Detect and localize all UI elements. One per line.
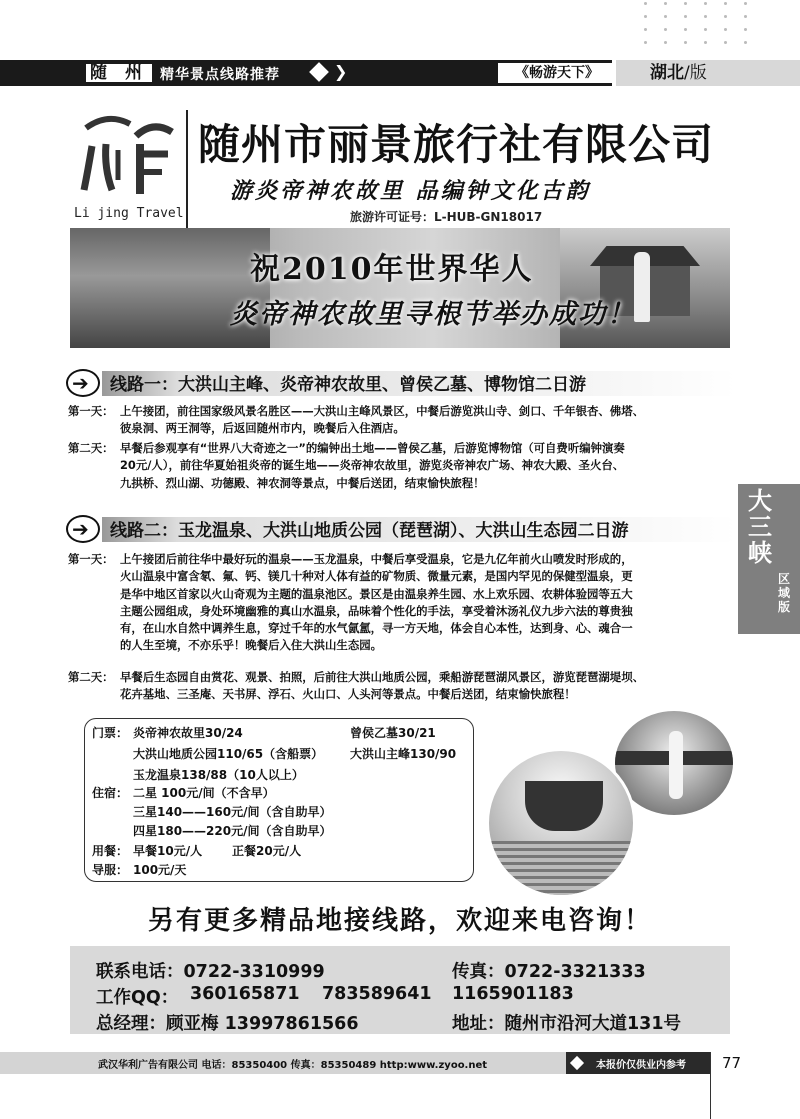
side-tab-subtitle: 区域版	[777, 572, 790, 614]
header-divider	[186, 110, 188, 228]
dot	[664, 15, 667, 18]
route-2-header	[66, 514, 736, 544]
dot	[724, 15, 727, 18]
region-side-tab	[738, 484, 800, 634]
dot	[744, 28, 747, 31]
qq-number: 783589641	[322, 984, 432, 1004]
arrow-right-icon	[66, 369, 100, 397]
lodging-item: 二星 100元/间（不含早）	[133, 786, 275, 800]
day-line: 主题公园组成，身处环境幽雅的真山水温泉，品味着个性化的手法，享受着沐汤礼仪九步六法的尊贵独	[120, 603, 633, 618]
day-line: 彼泉洞、两王洞等，后返回随州市内，晚餐后入住酒店。	[120, 421, 405, 436]
day-label: 第一天：	[68, 552, 114, 566]
footer-note: 本报价仅供业内参考	[596, 1060, 686, 1071]
day-label: 第二天：	[68, 441, 114, 455]
license-number: 旅游许可证号：L-HUB-GN18017	[350, 210, 543, 224]
lodging-label: 住宿：	[92, 786, 129, 800]
dot	[664, 41, 667, 44]
dot	[704, 2, 707, 5]
ticket-item: 大洪山地质公园110/65（含船票）	[133, 747, 324, 761]
memorial-plaza-photo	[486, 748, 636, 898]
day-label: 第一天：	[68, 404, 114, 418]
arrow-right-icon	[66, 515, 100, 543]
company-slogan: 游炎帝神农故里 品编钟文化古韵	[230, 179, 591, 204]
dot	[704, 15, 707, 18]
side-tab-title: 大三峡	[748, 486, 772, 567]
contact-fax: 传真：0722-3321333	[452, 962, 646, 982]
day-line: 上午接团，前往国家级风景名胜区——大洪山主峰风景区，中餐后游览洪山寺、剑口、千年银杏、佛塔、	[120, 404, 644, 418]
day-line: 的人生至境，不亦乐乎！晚餐后入住大洪山生态园。	[120, 638, 382, 653]
qq-number: 1165901183	[452, 984, 574, 1004]
footer-bar	[0, 1052, 710, 1074]
day-line: 是华中地区首家以火山奇观为主题的温泉池区。景区是由温泉养生园、水上欢乐园、农耕体验园等五大	[120, 586, 633, 601]
company-name: 随州市丽景旅行社有限公司	[198, 120, 715, 169]
meal-item: 正餐20元/人	[232, 844, 302, 858]
logo-text: Li jing Travel	[74, 206, 184, 221]
page-number: 77	[722, 1054, 742, 1072]
meal-item: 早餐10元/人	[133, 844, 203, 858]
route-2-day-1	[68, 551, 738, 655]
dot	[744, 41, 747, 44]
dot	[664, 28, 667, 31]
banner-city: 随 州	[84, 62, 154, 84]
dot	[684, 28, 687, 31]
ticket-item: 大洪山主峰130/90	[350, 747, 457, 761]
footer-publisher: 武汉华利广告有限公司 电话：85350400 传真：85350489 http:www.zyoo.net	[98, 1060, 488, 1071]
dot	[644, 2, 647, 5]
route-2-day-2	[68, 669, 738, 704]
footer-divider	[710, 1052, 711, 1119]
consult-slogan: 另有更多精品地接线路，欢迎来电咨询！	[147, 906, 652, 936]
ticket-item: 曾侯乙墓30/21	[350, 726, 436, 740]
dot	[724, 41, 727, 44]
route-1-title: 线路一：大洪山主峰、炎帝神农故里、曾侯乙墓、博物馆二日游	[110, 375, 586, 395]
ticket-item: 玉龙温泉138/88（10人以上）	[133, 768, 304, 782]
magazine-title: 《畅游天下》	[498, 63, 616, 83]
dot	[644, 28, 647, 31]
tickets-label: 门票：	[92, 726, 129, 740]
edition-suffix: /版	[684, 63, 707, 83]
dot	[644, 41, 647, 44]
edition-region: 湖北	[650, 63, 684, 83]
day-line: 上午接团后前往华中最好玩的温泉——玉龙温泉，中餐后享受温泉，它是九亿年前火山喷发时形成的，	[120, 552, 633, 566]
statue	[669, 731, 683, 799]
qq-label: 工作QQ：	[96, 988, 179, 1008]
plaza-steps	[489, 841, 636, 898]
dot	[644, 15, 647, 18]
dot	[744, 2, 747, 5]
lodging-item: 四星180——220元/间（含自助早）	[133, 824, 332, 838]
dot	[724, 28, 727, 31]
route-1-day-2	[68, 440, 738, 492]
company-logo	[78, 110, 178, 200]
qq-number: 360165871	[190, 984, 300, 1004]
day-line: 九拱桥、烈山湖、功德殿、神农洞等景点，中餐后送团，结束愉快旅程！	[120, 475, 485, 490]
dot	[704, 41, 707, 44]
dot	[684, 15, 687, 18]
decorative-dots	[630, 0, 740, 52]
statue	[634, 252, 650, 322]
dot	[704, 28, 707, 31]
dot	[744, 15, 747, 18]
day-line: 花卉基地、三圣庵、天书屏、浮石、火山口、人头河等景点。中餐后送团，结束愉快旅程！	[120, 687, 576, 702]
edition-label	[616, 60, 800, 86]
day-line: 火山温泉中富含氡、氟、钙、镁几十种对人体有益的矿物质、微量元素，是国内罕见的保健型温泉，更	[120, 569, 633, 584]
dot	[684, 41, 687, 44]
route-1-header	[66, 368, 736, 398]
dot	[684, 2, 687, 5]
day-label: 第二天：	[68, 670, 114, 684]
lodging-item: 三星140——160元/间（含自助早）	[133, 805, 332, 819]
route-2-title: 线路二：玉龙温泉、大洪山地质公园（琵琶湖）、大洪山生态园二日游	[110, 521, 629, 541]
day-line: 20元/人），前往华夏始祖炎帝的诞生地——炎帝神农故里，游览炎帝神农广场、神农大殿、圣火台、	[120, 458, 625, 473]
meals-label: 用餐：	[92, 844, 129, 858]
guide-price: 100元/天	[133, 863, 187, 877]
dot	[664, 2, 667, 5]
top-banner	[0, 58, 800, 88]
contact-address: 地址：随州市沿河大道131号	[452, 1014, 682, 1034]
day-line: 早餐后参观享有“世界八大奇迹之一”的编钟出土地——曾侯乙墓，后游览博物馆（可自费听编钟演奏	[120, 441, 625, 455]
banner-tagline: 精华景点线路推荐	[160, 67, 280, 83]
guide-label: 导服：	[92, 863, 129, 877]
route-1-day-1	[68, 403, 738, 438]
hero-banner	[70, 228, 730, 348]
contact-manager: 总经理：顾亚梅 13997861566	[96, 1014, 359, 1034]
dot	[724, 2, 727, 5]
day-line: 早餐后生态园自由赏花、观景、拍照，后前往大洪山地质公园，乘船游琵琶湖风景区，游览琵琶湖堤坝、	[120, 670, 644, 684]
bronze-ding	[525, 781, 603, 831]
day-line: 有，在山水自然中调养生息，穿过千年的水气氤氲，寻一方天地，体会自心本性，达到身、心、魂合一	[120, 621, 633, 636]
ticket-item: 炎帝神农故里30/24	[133, 726, 243, 740]
hero-line-2: 炎帝神农故里寻根节举办成功！	[230, 299, 636, 330]
contact-phone: 联系电话：0722-3310999	[96, 962, 325, 982]
hero-line-1: 祝2010年世界华人	[250, 252, 534, 287]
chevron-right-icon: ❯	[334, 62, 348, 81]
